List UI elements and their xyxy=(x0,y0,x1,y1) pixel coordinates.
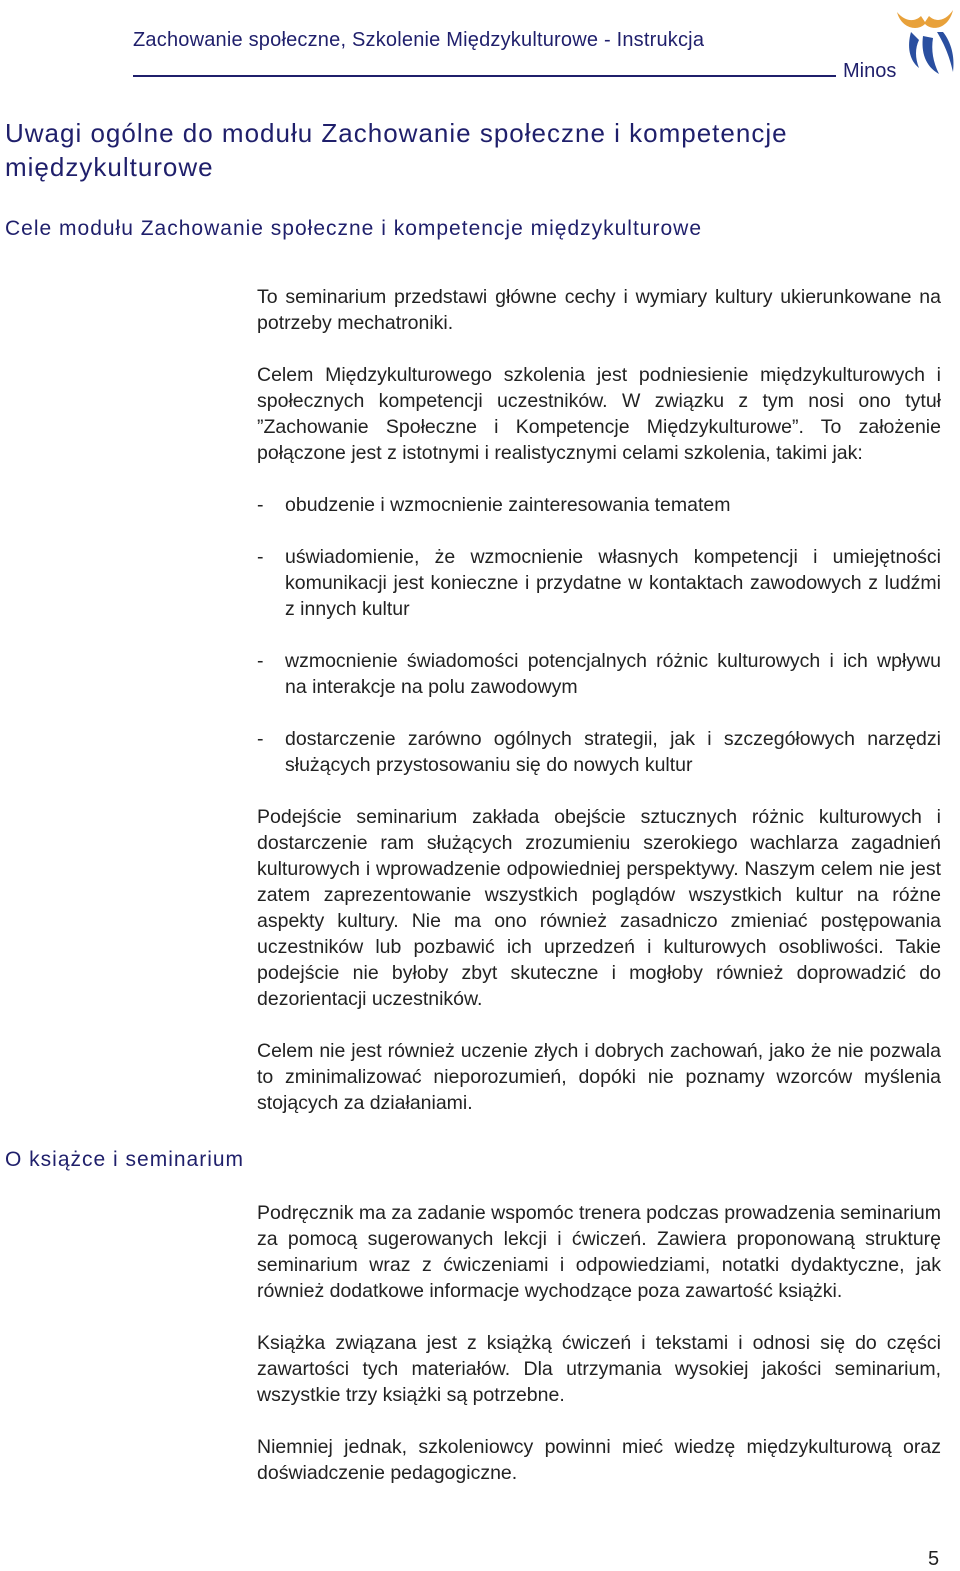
list-item: - dostarczenie zarówno ogólnych strategii, jak i szczegółowych narzędzi służących przystosowaniu się do nowych kultur xyxy=(257,728,941,776)
bullet-dash: - xyxy=(257,494,264,516)
page-number: 5 xyxy=(928,1548,940,1570)
section-heading-goals: Cele modułu Zachowanie społeczne i kompetencje międzykulturowe xyxy=(5,217,702,240)
paragraph: To seminarium przedstawi główne cechy i wymiary kultury ukierunkowane na potrzeby mechatroniki. xyxy=(257,286,941,334)
page-title: Uwagi ogólne do modułu Zachowanie społeczne i kompetencje międzykulturowe xyxy=(5,118,788,182)
bullet-dash: - xyxy=(257,728,264,750)
bullet-dash: - xyxy=(257,546,264,568)
list-item: - uświadomienie, że wzmocnienie własnych kompetencji i umiejętności komunikacji jest konieczne i przydatne w kontaktach zawodowych z ludźmi z innych kultur xyxy=(257,546,941,620)
paragraph: Podejście seminarium zakłada obejście sztucznych różnic kulturowych i dostarczenie ram służących zrozumieniu szerokiego wachlarza zagadnień kulturowych i wprowadzenie odpowiedniej perspektywy. Naszym celem nie jest zatem zaprezentowanie wszystkich poglądów wszystkich kultur na różne aspekty kultury. Nie ma ono również zasadniczo zmieniać postępowania uczestników lub pozbawić ich uprzedzeń i kulturowych osobliwości. Takie podejście nie byłoby zbyt skuteczne i mogłoby również doprowadzić do dezorientacji uczestników. xyxy=(257,806,941,1010)
header-rule xyxy=(133,75,836,77)
brand-name: Minos xyxy=(843,60,897,82)
paragraph: Celem Międzykulturowego szkolenia jest podniesienie międzykulturowych i społecznych kompetencji uczestników. W związku z tym nosi ono tytuł ”Zachowanie Społeczne i Kompetencje Międzykulturowe”. To założenie połączone jest z istotnymi i realistycznymi celami szkolenia, takimi jak: xyxy=(257,364,941,464)
list-item: - wzmocnienie świadomości potencjalnych różnic kulturowych i ich wpływu na interakcje na polu zawodowym xyxy=(257,650,941,698)
goals-body xyxy=(257,284,941,1142)
paragraph: Podręcznik ma za zadanie wspomóc trenera podczas prowadzenia seminarium za pomocą sugerowanych lekcji i ćwiczeń. Zawiera proponowaną strukturę seminarium wraz z ćwiczeniami i odpowiedziami, notatki dydaktyczne, jak również dodatkowe informacje wychodzące poza zawartość książki. xyxy=(257,1202,941,1302)
minos-logo-icon xyxy=(893,2,957,82)
goals-list xyxy=(257,492,941,778)
paragraph: Książka związana jest z książką ćwiczeń i tekstami i odnosi się do części zawartości tych materiałów. Dla utrzymania wysokiej jakości seminarium, wszystkie trzy książki są potrzebne. xyxy=(257,1332,941,1406)
header-title: Zachowanie społeczne, Szkolenie Międzykulturowe - Instrukcja xyxy=(133,29,705,51)
paragraph: Celem nie jest również uczenie złych i dobrych zachowań, jako że nie pozwala to zminimalizować nieporozumień, dopóki nie poznamy wzorców myślenia stojących za działaniami. xyxy=(257,1040,941,1114)
section-heading-book: O książce i seminarium xyxy=(5,1148,245,1171)
list-item: - obudzenie i wzmocnienie zainteresowania tematem xyxy=(257,494,731,516)
paragraph: Niemniej jednak, szkoleniowcy powinni mieć wiedzę międzykulturową oraz doświadczenie pedagogiczne. xyxy=(257,1436,941,1484)
bullet-dash: - xyxy=(257,650,264,672)
book-body xyxy=(257,1200,941,1512)
